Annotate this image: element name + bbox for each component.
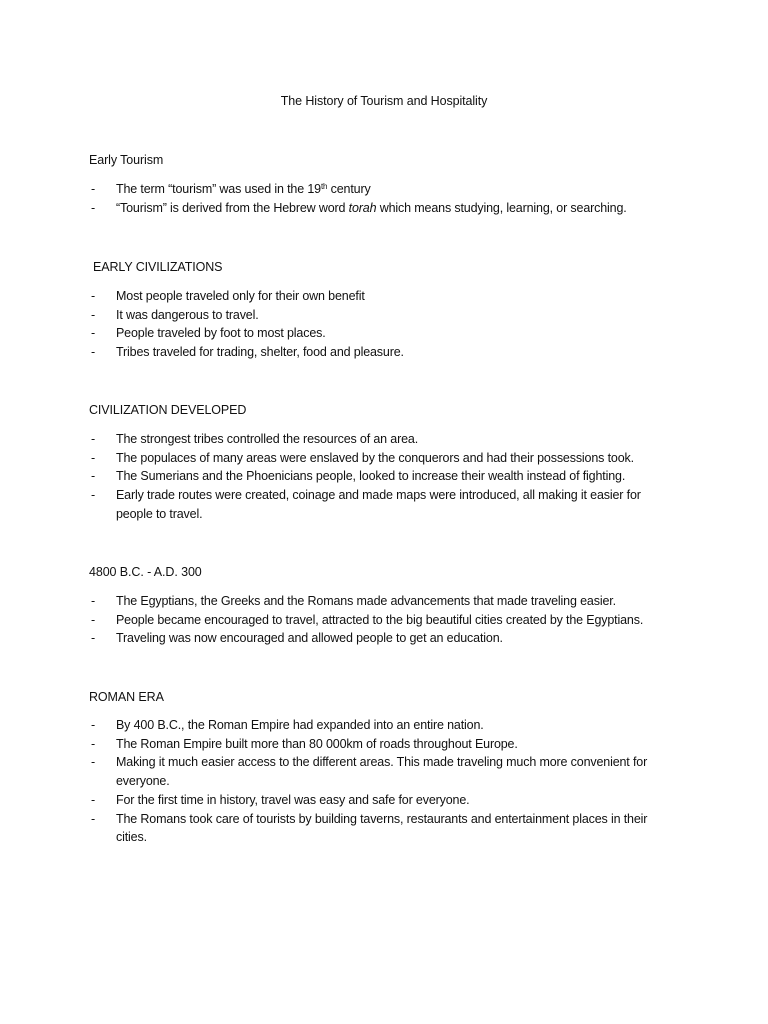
list-item xyxy=(89,611,689,630)
list-item xyxy=(89,486,669,523)
bullet-dash: - xyxy=(91,631,96,646)
bullet-dash: - xyxy=(91,326,96,341)
bullet-dash: - xyxy=(91,736,96,751)
list-item xyxy=(89,753,676,790)
list-item-text: People traveled by foot to most places. xyxy=(116,326,326,341)
list-item xyxy=(89,180,689,199)
bullet-dash: - xyxy=(91,612,96,627)
list-item xyxy=(89,735,689,754)
list-item-text: The Sumerians and the Phoenicians people, looked to increase their wealth instead of fighting. xyxy=(116,469,626,484)
bullet-dash: - xyxy=(91,289,96,303)
list-roman-era xyxy=(89,716,689,847)
bullet-dash: - xyxy=(91,811,96,826)
heading-early-tourism: Early Tourism xyxy=(89,153,164,167)
list-item-text: The Romans took care of tourists by building taverns, restaurants and entertainment places in their cities. xyxy=(116,811,648,845)
bullet-dash: - xyxy=(91,488,96,503)
heading-early-civilizations: EARLY CIVILIZATIONS xyxy=(93,260,223,274)
list-item-text: The populaces of many areas were enslaved by the conquerors and had their possessions took. xyxy=(116,450,634,465)
list-item xyxy=(89,324,689,343)
list-item-text: The term “tourism” was used in the 19 xyxy=(116,182,321,196)
bullet-dash: - xyxy=(91,792,96,807)
list-item xyxy=(89,306,689,325)
bullet-dash: - xyxy=(91,182,96,196)
heading-bc-ad: 4800 B.C. - A.D. 300 xyxy=(89,565,202,579)
list-item xyxy=(89,199,689,218)
list-bc-ad xyxy=(89,592,689,648)
superscript: th xyxy=(320,182,328,191)
list-item-text: People became encouraged to travel, attracted to the big beautiful cities created by the Egyptians. xyxy=(116,612,644,627)
list-item-text: Tribes traveled for trading, shelter, food and pleasure. xyxy=(116,345,404,360)
heading-civilization-developed: CIVILIZATION DEVELOPED xyxy=(89,403,247,417)
list-item xyxy=(89,810,676,847)
bullet-dash: - xyxy=(91,307,96,322)
bullet-dash: - xyxy=(91,469,96,484)
list-item-text: By 400 B.C., the Roman Empire had expanded into an entire nation. xyxy=(116,718,484,732)
list-item xyxy=(89,791,689,810)
list-item-text-tail: which means studying, learning, or searching. xyxy=(376,200,627,215)
list-early-tourism xyxy=(89,180,689,217)
list-item xyxy=(89,430,689,449)
italic-word: torah xyxy=(348,200,377,215)
list-civilization-developed xyxy=(89,430,689,524)
list-item-text: The strongest tribes controlled the resources of an area. xyxy=(116,432,419,446)
bullet-dash: - xyxy=(91,432,96,446)
list-item-text: The Roman Empire built more than 80 000km of roads throughout Europe. xyxy=(116,736,518,751)
list-item xyxy=(89,592,689,611)
document-title: The History of Tourism and Hospitality xyxy=(280,94,488,108)
list-item-text: The Egyptians, the Greeks and the Romans made advancements that made traveling easier. xyxy=(116,594,616,608)
bullet-dash: - xyxy=(91,718,96,732)
list-item-text: Early trade routes were created, coinage and made maps were introduced, all making it easier for people to travel. xyxy=(116,488,641,521)
bullet-dash: - xyxy=(91,450,96,465)
list-item xyxy=(89,629,689,648)
list-item xyxy=(89,467,689,486)
bullet-dash: - xyxy=(91,755,96,770)
list-item-text: Traveling was now encouraged and allowed people to get an education. xyxy=(116,631,503,646)
list-item xyxy=(89,449,689,468)
list-early-civilizations xyxy=(89,287,689,362)
list-item-text: “Tourism” is derived from the Hebrew word xyxy=(116,200,349,215)
bullet-dash: - xyxy=(91,594,96,608)
list-item-text: Most people traveled only for their own benefit xyxy=(116,289,365,303)
heading-roman-era: ROMAN ERA xyxy=(89,690,164,704)
list-item-text: For the first time in history, travel was easy and safe for everyone. xyxy=(116,792,470,807)
bullet-dash: - xyxy=(91,200,96,215)
list-item xyxy=(89,716,689,735)
list-item-text-tail: century xyxy=(327,182,371,196)
list-item xyxy=(89,287,689,306)
list-item-text: Making it much easier access to the different areas. This made traveling much more convenient for everyone. xyxy=(116,755,648,789)
list-item xyxy=(89,343,689,362)
list-item-text: It was dangerous to travel. xyxy=(116,307,259,322)
bullet-dash: - xyxy=(91,345,96,360)
